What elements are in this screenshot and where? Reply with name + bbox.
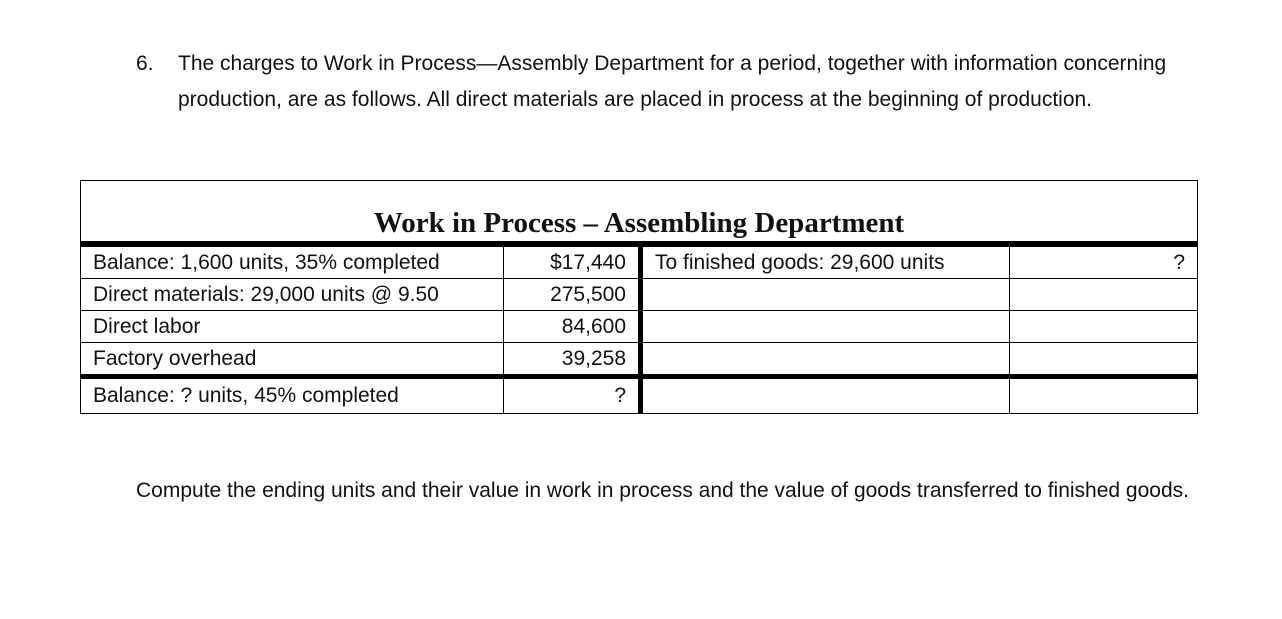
- debit-amount: 39,258: [504, 343, 641, 377]
- ending-balance-amount: ?: [504, 377, 641, 414]
- debit-amount: 275,500: [504, 279, 641, 311]
- credit-amount-empty: [1010, 311, 1198, 343]
- problem-statement: [136, 46, 1196, 118]
- credit-amount-empty: [1010, 343, 1198, 377]
- credit-description: To finished goods: 29,600 units: [641, 247, 1010, 279]
- ledger-row: [81, 247, 1197, 279]
- debit-description: Direct labor: [81, 311, 504, 343]
- credit-amount-empty: [1010, 279, 1198, 311]
- ledger-table: [81, 247, 1197, 413]
- debit-amount: $17,440: [504, 247, 641, 279]
- debit-description: Direct materials: 29,000 units @ 9.50: [81, 279, 504, 311]
- instruction-text: Compute the ending units and their value in work in process and the value of goods transferred to finished goods.: [136, 479, 1189, 502]
- ledger-row: [81, 311, 1197, 343]
- credit-description-empty: [641, 279, 1010, 311]
- ending-balance-row: [81, 377, 1197, 414]
- credit-amount-empty: [1010, 377, 1198, 414]
- credit-description-empty: [641, 311, 1010, 343]
- ledger-row: [81, 279, 1197, 311]
- problem-text: The charges to Work in Process—Assembly Department for a period, together with information concerning production, are as follows. All direct materials are placed in process at the beginning of production.: [178, 52, 1167, 111]
- debit-amount: 84,600: [504, 311, 641, 343]
- ending-balance-description: Balance: ? units, 45% completed: [81, 377, 504, 414]
- ledger-title: Work in Process – Assembling Department: [373, 207, 905, 239]
- problem-number: 6.: [136, 52, 154, 75]
- credit-description-empty: [641, 377, 1010, 414]
- debit-description: Factory overhead: [81, 343, 504, 377]
- debit-description: Balance: 1,600 units, 35% completed: [93, 250, 440, 274]
- credit-description-empty: [641, 343, 1010, 377]
- ledger-row: [81, 343, 1197, 377]
- t-account-ledger: [80, 180, 1198, 414]
- credit-amount: ?: [1010, 247, 1198, 279]
